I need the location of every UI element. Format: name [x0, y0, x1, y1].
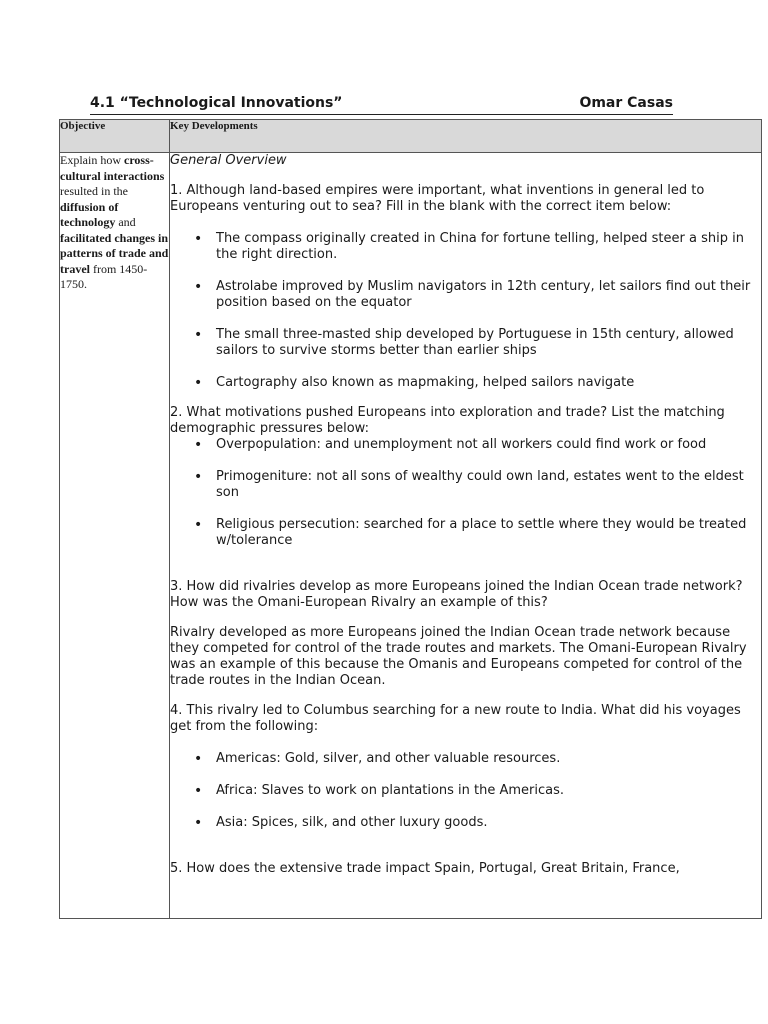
- notes-table: [59, 119, 762, 919]
- list-item: • Asia: Spices, silk, and other luxury goods.: [216, 815, 761, 831]
- question-2-answers: [170, 437, 761, 549]
- question-3: 3. How did rivalries develop as more Europeans joined the Indian Ocean trade network? How was the Omani-European Rivalry an example of this?: [170, 579, 743, 610]
- document-header: [90, 94, 673, 115]
- list-item: • The compass originally created in China for fortune telling, helped steer a ship in the right direction.: [216, 231, 761, 263]
- list-item: • Americas: Gold, silver, and other valuable resources.: [216, 751, 761, 767]
- document-title: 4.1 “Technological Innovations”: [90, 95, 343, 111]
- objective-text: from 1450-1750.: [60, 261, 148, 291]
- objective-bold-text: cross-cultural interactions: [60, 153, 165, 183]
- list-item: • The small three-masted ship developed by Portuguese in 15th century, allowed sailors to survive storms better than earlier ships: [216, 327, 761, 359]
- table-header-row: [60, 120, 762, 153]
- answer-3: Rivalry developed as more Europeans joined the Indian Ocean trade network because they competed for control of the trade routes and markets. The Omani-European Rivalry was an example of this because the Omanis and Europeans competed for control of the trade routes in the Indian Ocean.: [170, 625, 747, 688]
- question-5: 5. How does the extensive trade impact Spain, Portugal, Great Britain, France,: [170, 861, 680, 876]
- key-developments-cell: [170, 153, 762, 919]
- list-item: • Africa: Slaves to work on plantations in the Americas.: [216, 783, 761, 799]
- objective-text: resulted in the: [60, 184, 128, 198]
- list-item: • Overpopulation: and unemployment not all workers could find work or food: [216, 437, 761, 453]
- objective-bold-text: facilitated changes in patterns of trade and travel: [60, 230, 169, 276]
- question-1-answers: [170, 231, 761, 391]
- general-overview-heading: General Overview: [170, 153, 287, 168]
- list-item: • Primogeniture: not all sons of wealthy could own land, estates went to the eldest son: [216, 469, 761, 501]
- objective-text: Explain how: [60, 153, 124, 167]
- list-item: • Religious persecution: searched for a place to settle where they would be treated w/tolerance: [216, 517, 761, 549]
- key-developments-column-header: Key Developments: [170, 120, 762, 153]
- objective-column-header: Objective: [60, 120, 170, 153]
- question-2: 2. What motivations pushed Europeans into exploration and trade? List the matching demographic pressures below:: [170, 405, 725, 436]
- objective-text: and: [115, 215, 136, 229]
- list-item: • Cartography also known as mapmaking, helped sailors navigate: [216, 375, 761, 391]
- table-row: [60, 153, 762, 919]
- author-name: Omar Casas: [579, 95, 673, 111]
- objective-cell: [60, 153, 170, 919]
- list-item: • Astrolabe improved by Muslim navigators in 12th century, let sailors find out their position based on the equator: [216, 279, 761, 311]
- question-4: 4. This rivalry led to Columbus searching for a new route to India. What did his voyages get from the following:: [170, 703, 741, 734]
- question-4-answers: [170, 751, 761, 831]
- question-1: 1. Although land-based empires were important, what inventions in general led to Europeans venturing out to sea? Fill in the blank with the correct item below:: [170, 183, 705, 214]
- objective-bold-text: diffusion of technology: [60, 199, 119, 229]
